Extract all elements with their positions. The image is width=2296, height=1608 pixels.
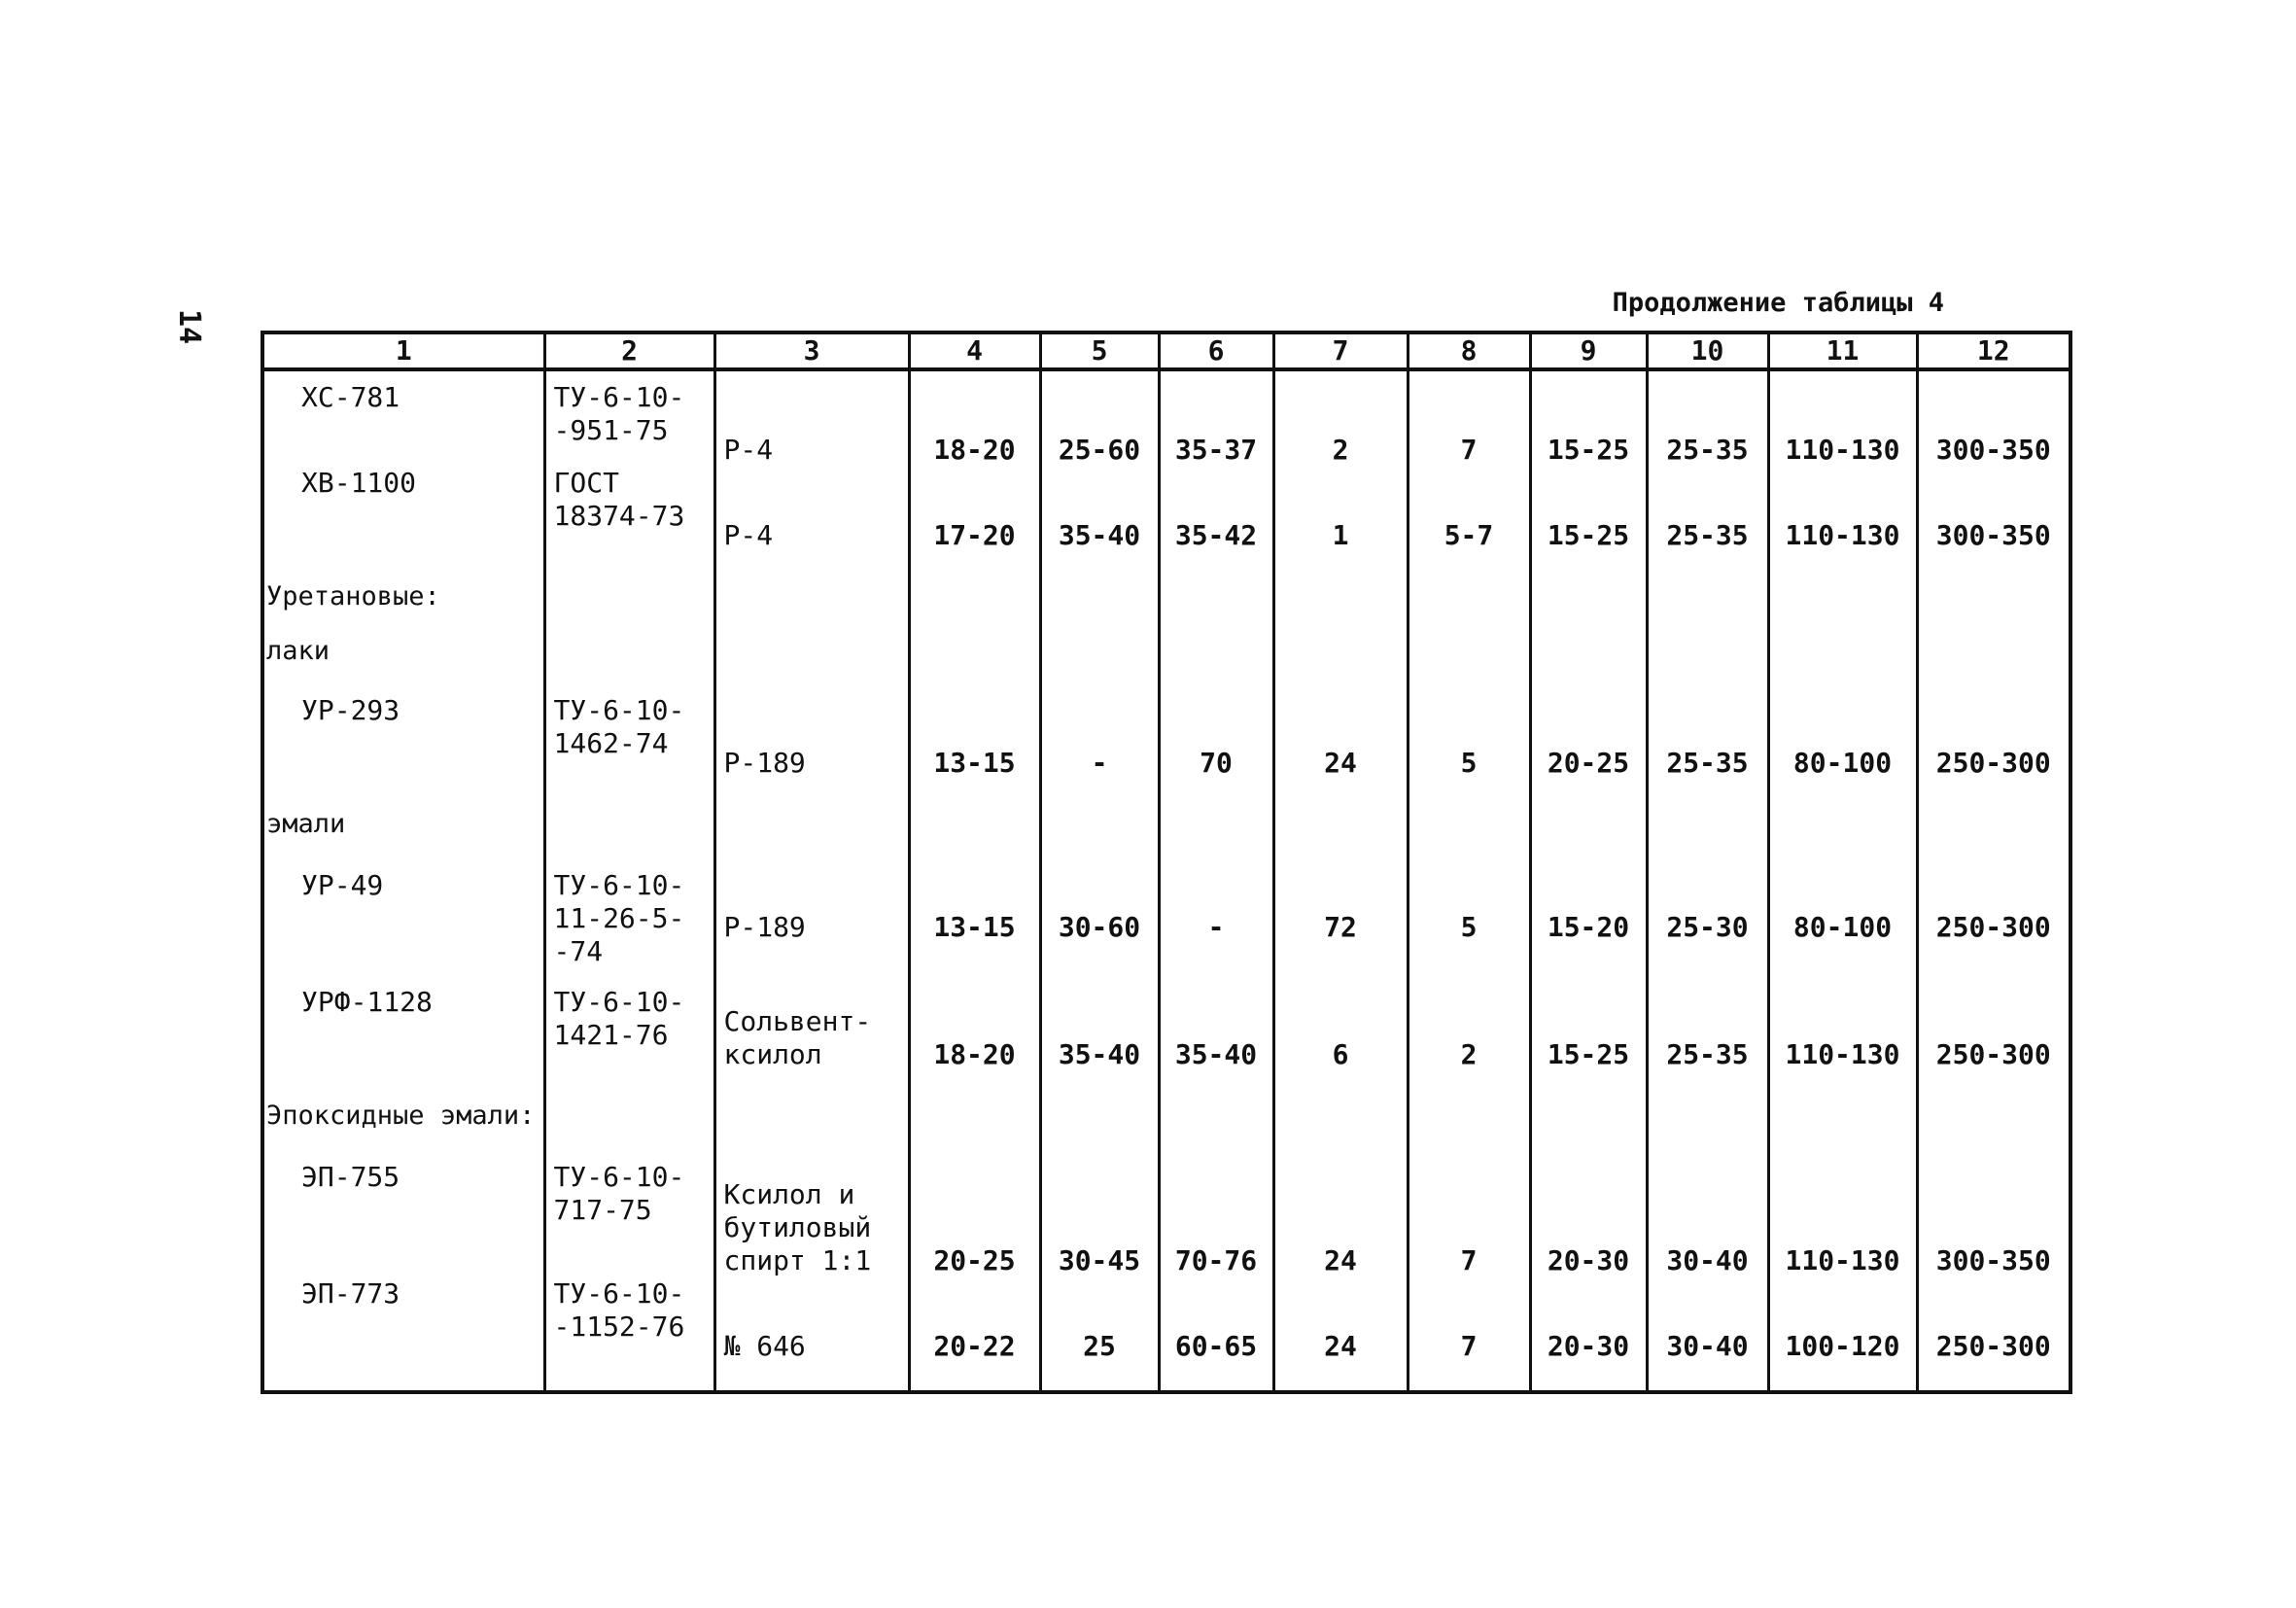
- material-name: УРФ-1128: [262, 986, 544, 1071]
- section-sublabel: лаки: [266, 636, 330, 666]
- value-cell: 35-42: [1159, 467, 1273, 552]
- value-cell: 100-120: [1768, 1277, 1917, 1392]
- value-cell: 18-20: [909, 986, 1040, 1071]
- value-cell: 110-130: [1768, 467, 1917, 552]
- table-row: [262, 869, 2070, 986]
- data-table: [261, 331, 2072, 1394]
- value-cell: 7: [1408, 1161, 1530, 1277]
- spec-cell: ТУ-6-10- 717-75: [544, 1161, 714, 1277]
- value-cell: 15-25: [1530, 986, 1647, 1071]
- material-name: УР-293: [262, 694, 544, 780]
- spec-cell: ТУ-6-10- 1462-74: [544, 694, 714, 780]
- table-row: [262, 694, 2070, 780]
- value-cell: 250-300: [1917, 694, 2070, 780]
- value-cell: -: [1159, 869, 1273, 986]
- value-cell: 20-22: [909, 1277, 1040, 1392]
- solvent-cell: Р-189: [714, 869, 909, 986]
- column-header: 9: [1530, 332, 1647, 369]
- value-cell: 18-20: [909, 369, 1040, 467]
- value-cell: 25-30: [1647, 869, 1768, 986]
- value-cell: 30-40: [1647, 1161, 1768, 1277]
- spec-cell: ТУ-6-10- 11-26-5- -74: [544, 869, 714, 986]
- material-name: ХС-781: [262, 369, 544, 467]
- material-name: ЭП-773: [262, 1277, 544, 1392]
- page-number: 14: [172, 309, 206, 345]
- column-header: 11: [1768, 332, 1917, 369]
- header-row: [262, 332, 2070, 369]
- section-row: [262, 780, 2070, 869]
- section-label: Эпоксидные эмали:: [266, 1101, 536, 1131]
- value-cell: 25-35: [1647, 986, 1768, 1071]
- solvent-cell: Сольвент- ксилол: [714, 986, 909, 1071]
- section-cell: [262, 552, 544, 694]
- solvent-cell: Р-189: [714, 694, 909, 780]
- column-header: 10: [1647, 332, 1768, 369]
- value-cell: 250-300: [1917, 986, 2070, 1071]
- table-caption: Продолжение таблицы 4: [1612, 288, 1944, 318]
- value-cell: 72: [1273, 869, 1408, 986]
- value-cell: 15-25: [1530, 467, 1647, 552]
- table-row: [262, 1277, 2070, 1392]
- value-cell: 7: [1408, 1277, 1530, 1392]
- value-cell: 1: [1273, 467, 1408, 552]
- value-cell: 13-15: [909, 869, 1040, 986]
- column-header: 5: [1040, 332, 1159, 369]
- material-name: ХВ-1100: [262, 467, 544, 552]
- solvent-cell: Р-4: [714, 369, 909, 467]
- table-row: [262, 369, 2070, 467]
- value-cell: 30-60: [1040, 869, 1159, 986]
- value-cell: 20-30: [1530, 1161, 1647, 1277]
- value-cell: 17-20: [909, 467, 1040, 552]
- value-cell: 110-130: [1768, 986, 1917, 1071]
- value-cell: 15-25: [1530, 369, 1647, 467]
- solvent-cell: Р-4: [714, 467, 909, 552]
- value-cell: -: [1040, 694, 1159, 780]
- table-row: [262, 986, 2070, 1071]
- spec-cell: ТУ-6-10- -1152-76: [544, 1277, 714, 1392]
- value-cell: 15-20: [1530, 869, 1647, 986]
- value-cell: 80-100: [1768, 869, 1917, 986]
- value-cell: 20-25: [909, 1161, 1040, 1277]
- value-cell: 25-35: [1647, 369, 1768, 467]
- value-cell: 35-40: [1040, 467, 1159, 552]
- section-row: [262, 1071, 2070, 1161]
- column-header: 3: [714, 332, 909, 369]
- solvent-cell: Ксилол и бутиловый спирт 1:1: [714, 1161, 909, 1277]
- value-cell: 7: [1408, 369, 1530, 467]
- value-cell: 60-65: [1159, 1277, 1273, 1392]
- value-cell: 110-130: [1768, 369, 1917, 467]
- spec-cell: ТУ-6-10- 1421-76: [544, 986, 714, 1071]
- value-cell: 24: [1273, 694, 1408, 780]
- column-header: 2: [544, 332, 714, 369]
- value-cell: 300-350: [1917, 467, 2070, 552]
- value-cell: 25-35: [1647, 467, 1768, 552]
- value-cell: 5: [1408, 694, 1530, 780]
- value-cell: 5-7: [1408, 467, 1530, 552]
- value-cell: 25-35: [1647, 694, 1768, 780]
- value-cell: 300-350: [1917, 369, 2070, 467]
- value-cell: 300-350: [1917, 1161, 2070, 1277]
- value-cell: 13-15: [909, 694, 1040, 780]
- value-cell: 30-40: [1647, 1277, 1768, 1392]
- material-name: УР-49: [262, 869, 544, 986]
- column-header: 4: [909, 332, 1040, 369]
- column-header: 1: [262, 332, 544, 369]
- value-cell: 70: [1159, 694, 1273, 780]
- value-cell: 24: [1273, 1161, 1408, 1277]
- value-cell: 35-40: [1040, 986, 1159, 1071]
- value-cell: 250-300: [1917, 1277, 2070, 1392]
- value-cell: 250-300: [1917, 869, 2070, 986]
- column-header: 8: [1408, 332, 1530, 369]
- value-cell: 2: [1273, 369, 1408, 467]
- column-header: 12: [1917, 332, 2070, 369]
- section-cell: [262, 780, 544, 869]
- section-label: Уретановые:: [266, 581, 440, 612]
- value-cell: 70-76: [1159, 1161, 1273, 1277]
- section-cell: [262, 1071, 544, 1161]
- value-cell: 2: [1408, 986, 1530, 1071]
- spec-cell: ТУ-6-10- -951-75: [544, 369, 714, 467]
- value-cell: 20-30: [1530, 1277, 1647, 1392]
- value-cell: 24: [1273, 1277, 1408, 1392]
- value-cell: 25: [1040, 1277, 1159, 1392]
- spec-cell: ГОСТ 18374-73: [544, 467, 714, 552]
- section-row: [262, 552, 2070, 694]
- value-cell: 20-25: [1530, 694, 1647, 780]
- solvent-cell: № 646: [714, 1277, 909, 1392]
- value-cell: 6: [1273, 986, 1408, 1071]
- material-name: ЭП-755: [262, 1161, 544, 1277]
- value-cell: 5: [1408, 869, 1530, 986]
- column-header: 6: [1159, 332, 1273, 369]
- table-row: [262, 1161, 2070, 1277]
- value-cell: 35-37: [1159, 369, 1273, 467]
- value-cell: 35-40: [1159, 986, 1273, 1071]
- value-cell: 30-45: [1040, 1161, 1159, 1277]
- column-header: 7: [1273, 332, 1408, 369]
- value-cell: 110-130: [1768, 1161, 1917, 1277]
- table-row: [262, 467, 2070, 552]
- value-cell: 25-60: [1040, 369, 1159, 467]
- section-label: эмали: [266, 809, 346, 839]
- value-cell: 80-100: [1768, 694, 1917, 780]
